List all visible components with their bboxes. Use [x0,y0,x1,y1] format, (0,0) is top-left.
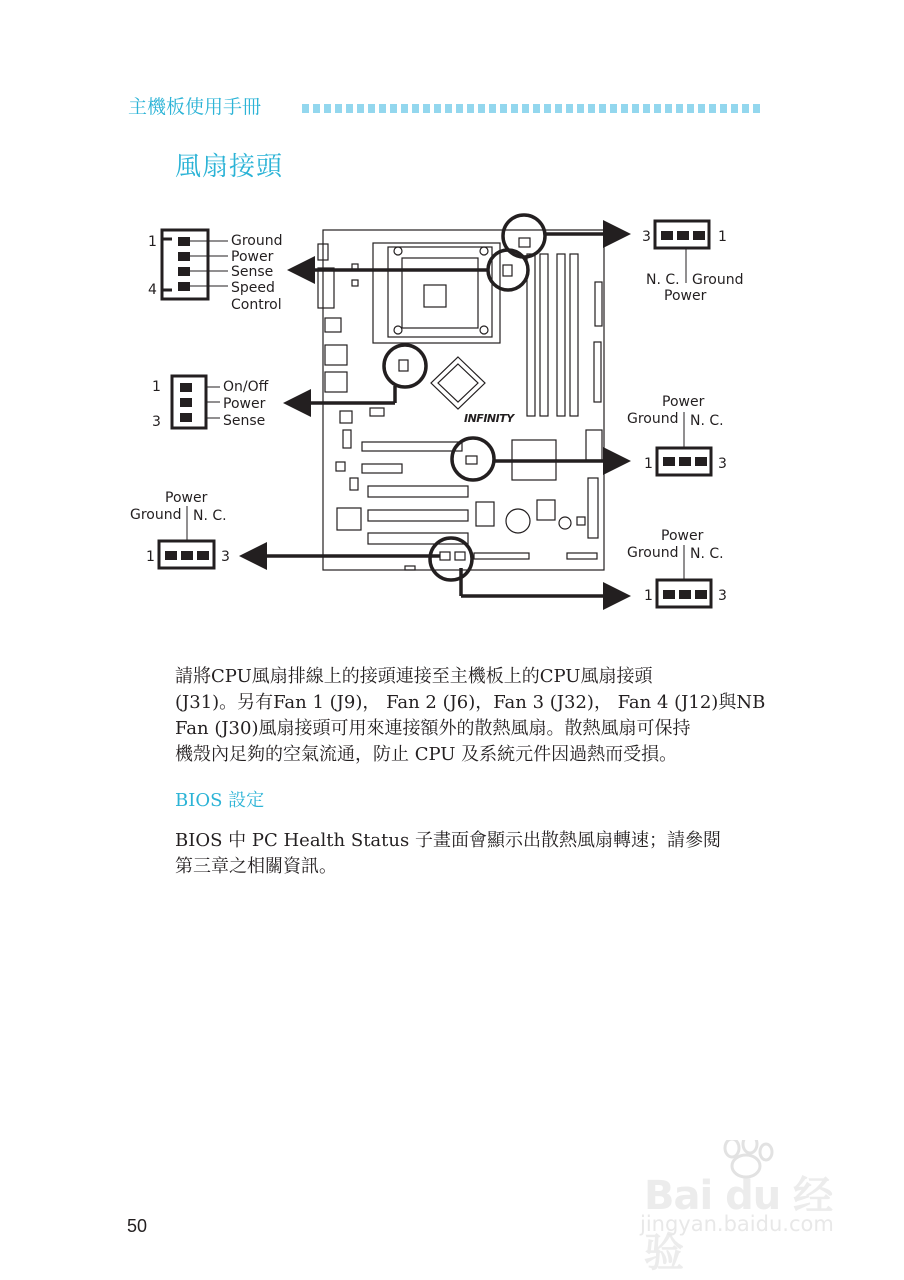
fan-br-ground: Ground [627,545,679,561]
cpu-fan-label-control: Control [231,297,282,313]
paragraph-line-4: 機殼內足夠的空氣流通，防止 CPU 及系統元件因過熱而受損。 [175,744,678,765]
header-title: 主機板使用手冊 [128,96,262,118]
onoff-fan-pin3: 3 [152,414,161,430]
cpu-fan-label-speed: Speed [231,280,275,296]
page-number: 50 [127,1216,148,1236]
fan-br-pin1: 1 [644,588,653,604]
cpu-fan-connector [148,230,283,313]
onoff-fan-connector [152,376,269,430]
motherboard-layout [318,230,604,570]
fan-br-power: Power [661,528,704,544]
paragraph-line-1: 請將CPU風扇排線上的接頭連接至主機板上的CPU風扇接頭 [175,666,653,687]
paragraph-line-3: Fan (J30)風扇接頭可用來連接額外的散熱風扇。散熱風扇可保持 [175,718,691,739]
cpu-fan-label-ground: Ground [231,233,283,249]
fan-lb-pin3: 3 [221,549,230,565]
fan-tr-ground: Ground [692,272,744,288]
fan-tr-nc: N. C. [646,272,680,288]
fan-lb-ground: Ground [130,507,182,523]
fan-mr-pin1: 1 [644,456,653,472]
onoff-fan-label-onoff: On/Off [223,379,269,395]
cpu-fan-label-power: Power [231,249,274,265]
fan-mr-power: Power [662,394,705,410]
fan-connector-bottom-right [627,528,727,607]
bios-subheading: BIOS 設定 [175,790,265,811]
onoff-fan-label-power: Power [223,396,266,412]
fan-connector-top-right [642,221,744,304]
onoff-fan-pin1: 1 [152,379,161,395]
cpu-fan-pin1: 1 [148,234,157,250]
watermark-logo: Bai du 经验 [644,1173,833,1276]
board-logo: INFINITY [464,412,514,425]
fan-tr-pin3: 3 [642,229,651,245]
fan-br-pin3: 3 [718,588,727,604]
bios-paragraph-line-1: BIOS 中 PC Health Status 子畫面會顯示出散熱風扇轉速；請參閱 [175,830,721,851]
fan-lb-power: Power [165,490,208,506]
fan-tr-pin1: 1 [718,229,727,245]
bios-paragraph-line-2: 第三章之相關資訊。 [175,856,337,877]
fan-mr-pin3: 3 [718,456,727,472]
fan-tr-power: Power [664,288,707,304]
fan-connector-mid-right [627,394,727,475]
fan-mr-nc: N. C. [690,413,724,429]
cpu-fan-label-sense: Sense [231,264,274,280]
section-title: 風扇接頭 [175,152,284,182]
fan-mr-ground: Ground [627,411,679,427]
fan-connector-left-bottom [130,490,230,568]
cpu-fan-pin4: 4 [148,282,157,298]
watermark-url: jingyan.baidu.com [640,1212,834,1236]
onoff-fan-label-sense: Sense [223,413,266,429]
fan-lb-nc: N. C. [193,508,227,524]
baidu-watermark [640,1140,860,1276]
fan-br-nc: N. C. [690,546,724,562]
fan-lb-pin1: 1 [146,549,155,565]
paragraph-line-2: (J31)。另有Fan 1 (J9)， Fan 2 (J6)，Fan 3 (J32)， Fan 4 (J12)與NB [175,692,766,713]
